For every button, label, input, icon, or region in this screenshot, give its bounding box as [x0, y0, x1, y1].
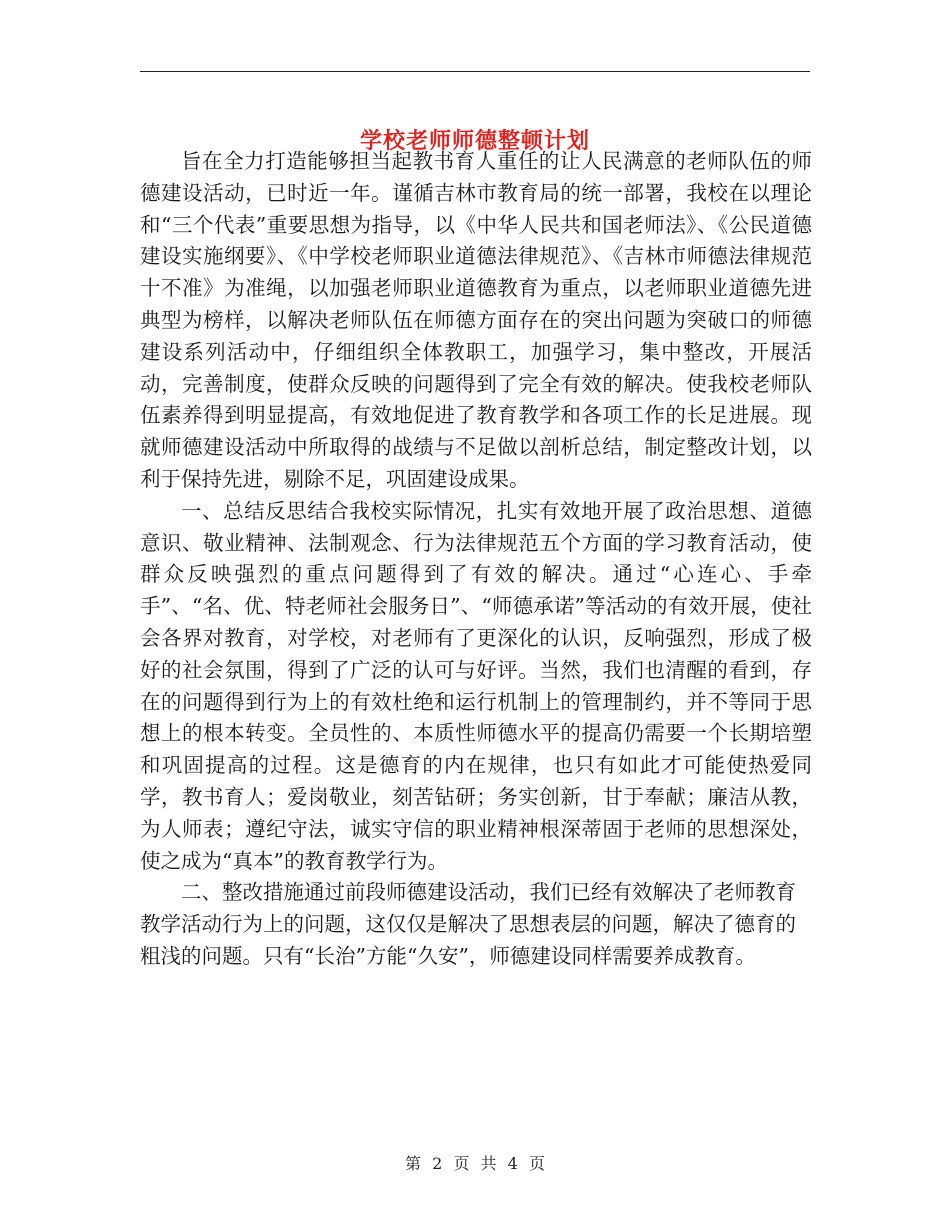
footer-page-word: 页 — [453, 1154, 470, 1173]
page-footer — [0, 1152, 950, 1176]
footer-total-word: 共 — [480, 1154, 497, 1173]
paragraph-section-2: 二、整改措施通过前段师德建设活动，我们已经有效解决了老师教育教学活动行为上的问题，这仅仅是解决了思想表层的问题，解决了德育的粗浅的问题。只有“长治”方能“久安”，师德建设同样需要养成教育。 — [140, 880, 796, 968]
document-title: 学校老师师德整顿计划 — [359, 127, 590, 154]
footer-prefix: 第 — [405, 1154, 422, 1173]
footer-suffix: 页 — [528, 1154, 545, 1173]
paragraph-intro: 旨在全力打造能够担当起教书育人重任的让人民满意的老师队伍的师德建设活动，已时近一年。谨循吉林市教育局的统一部署，我校在以理论和“三个代表”重要思想为指导，以《中华人民共和国老师法》、《公民道德建设实施纲要》、《中学校老师职业道德法律规范》、《吉林市师德法律规范十不准》为准绳，以加强老师职业道德教育为重点，以老师职业道德先进典型为榜样，以解决老师队伍在师德方面存在的突出问题为突破口的师德建设系列活动中，仔细组织全体教职工，加强学习，集中整改，开展活动，完善制度，使群众反映的问题得到了完全有效的解决。使我校老师队伍素养得到明显提高，有效地促进了教育教学和各项工作的长足进展。现就师德建设活动中所取得的战绩与不足做以剖析总结，制定整改计划，以利于保持先进，剔除不足，巩固建设成果。 — [140, 149, 812, 491]
header-rule — [140, 71, 810, 72]
document-body — [140, 146, 812, 973]
paragraph-section-1: 一、总结反思结合我校实际情况，扎实有效地开展了政治思想、道德意识、敬业精神、法制观念、行为法律规范五个方面的学习教育活动，使群众反映强烈的重点问题得到了有效的解决。通过“心连心、手牵手”、“名、优、特老师社会服务日”、“师德承诺”等活动的有效开展，使社会各界对教育，对学校，对老师有了更深化的认识，反响强烈，形成了极好的社会氛围，得到了广泛的认可与好评。当然，我们也清醒的看到，存在的问题得到行为上的有效杜绝和运行机制上的管理制约，并不等同于思想上的根本转变。全员性的、本质性师德水平的提高仍需要一个长期培塑和巩固提高的过程。这是德育的内在规律，也只有如此才可能使热爱同学，教书育人；爱岗敬业，刻苦钻研；务实创新，甘于奉献；廉洁从教，为人师表；遵纪守法，诚实守信的职业精神根深蒂固于老师的思想深处，使之成为“真本”的教育教学行为。 — [140, 498, 812, 873]
total-page-number: 4 — [507, 1154, 518, 1173]
current-page-number: 2 — [432, 1154, 443, 1173]
